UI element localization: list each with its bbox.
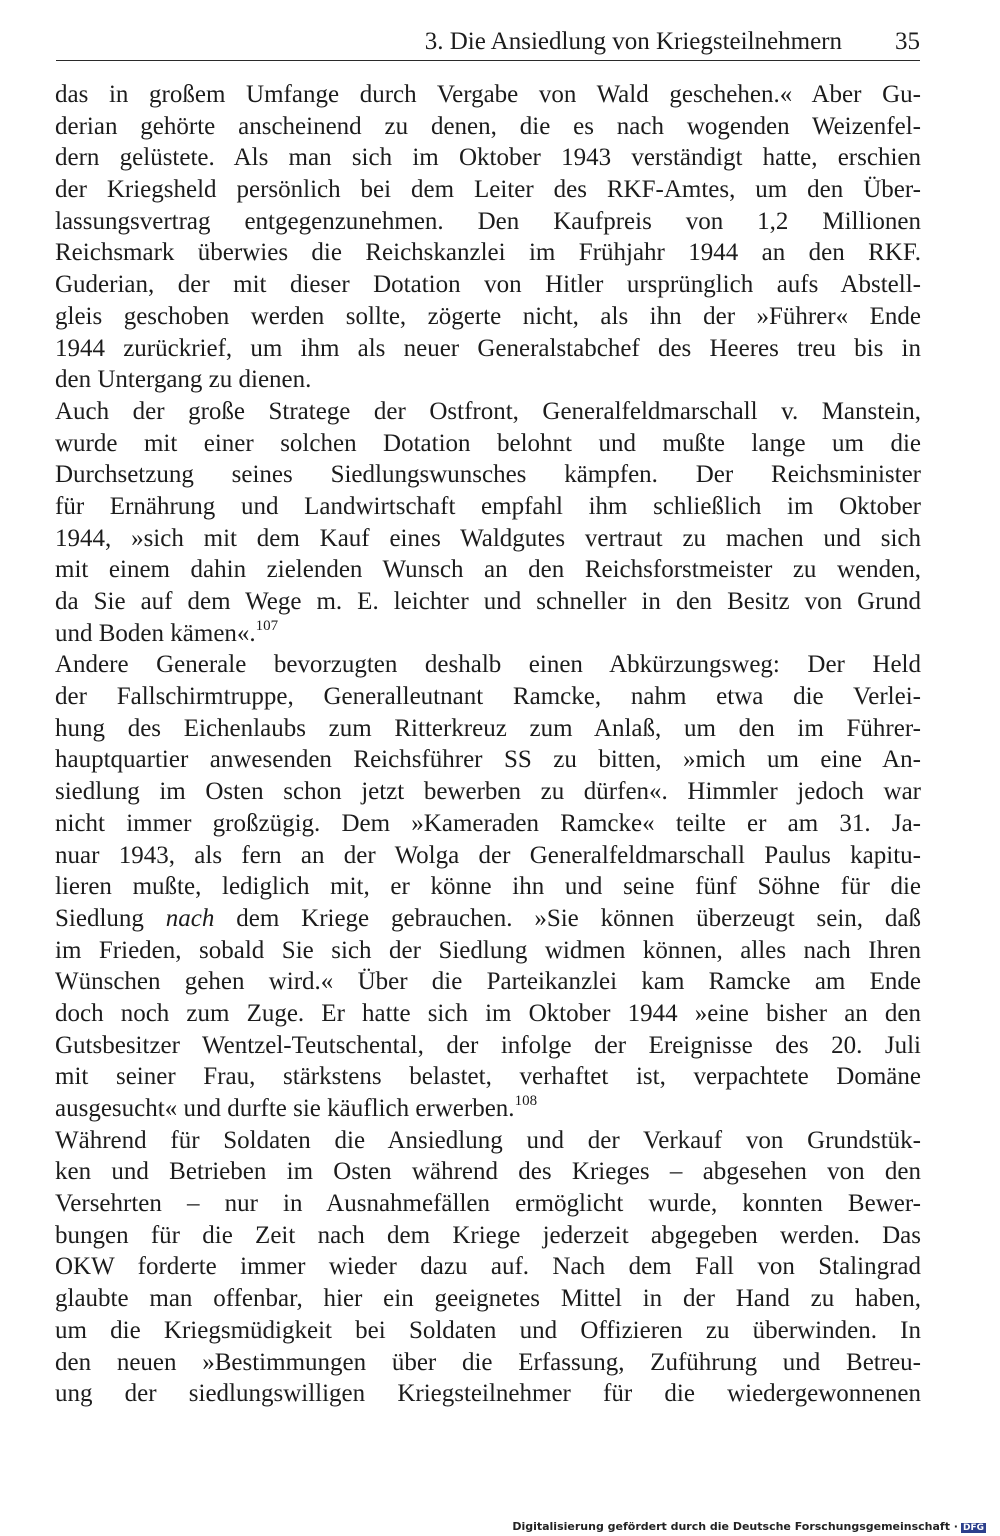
text-line <box>55 1251 921 1283</box>
text-line <box>55 237 921 269</box>
text-segment: nicht immer großzügig. Dem »Kameraden Ramcke« teilte er am 31. Ja- <box>55 809 921 837</box>
text-segment: nuar 1943, als fern an der Wolga der Generalfeldmarschall Paulus kapitu- <box>55 841 921 869</box>
text-line <box>55 713 921 745</box>
text-segment: wurde mit einer solchen Dotation belohnt und mußte lange um die <box>55 429 921 457</box>
text-line <box>55 491 921 523</box>
text-line <box>55 333 921 365</box>
footer-text: Digitalisierung gefördert durch die Deutsche Forschungsgemeinschaft · <box>512 1520 958 1533</box>
text-segment: Während für Soldaten die Ansiedlung und der Verkauf von Grundstük- <box>55 1126 921 1154</box>
text-line <box>55 428 921 460</box>
text-line <box>55 1315 921 1347</box>
text-line <box>55 776 921 808</box>
text-line <box>55 1188 921 1220</box>
text-line <box>55 649 921 681</box>
chapter-title: 3. Die Ansiedlung von Kriegsteilnehmern <box>424 28 842 55</box>
text-segment: um die Kriegsmüdigkeit bei Soldaten und Offizieren zu überwinden. In <box>55 1316 921 1344</box>
text-line <box>55 1030 921 1062</box>
text-line <box>55 364 921 396</box>
text-segment: Versehrten – nur in Ausnahmefällen ermöglicht wurde, konnten Bewer- <box>55 1190 921 1218</box>
text-line <box>55 1093 921 1125</box>
text-segment: mit einem dahin zielenden Wunsch an den Reichsforstmeister zu wenden, <box>55 556 921 584</box>
text-line <box>55 1378 921 1410</box>
text-segment: 1944 zurückrief, um ihm als neuer Generalstabchef des Heeres treu bis in <box>55 334 921 362</box>
text-segment: hauptquartier anwesenden Reichsführer SS zu bitten, »mich um eine An- <box>55 746 921 774</box>
text-line <box>55 903 921 935</box>
text-line <box>55 554 921 586</box>
text-segment: dern gelüstete. Als man sich im Oktober 1943 verständigt hatte, erschien <box>55 144 921 172</box>
text-segment: den neuen »Bestimmungen über die Erfassung, Zuführung und Betreu- <box>55 1348 921 1376</box>
text-segment: ung der siedlungswilligen Kriegsteilnehmer für die wiedergewonnenen <box>55 1380 921 1408</box>
text-line <box>55 840 921 872</box>
text-segment: Andere Generale bevorzugten deshalb einen Abkürzungsweg: Der Held <box>55 651 921 679</box>
text-line <box>55 586 921 618</box>
text-line <box>55 998 921 1030</box>
footnote-reference: 107 <box>255 617 279 634</box>
text-line <box>55 744 921 776</box>
text-line <box>55 523 921 555</box>
text-line <box>55 396 921 428</box>
text-segment: siedlung im Osten schon jetzt bewerben zu dürfen«. Himmler jedoch war <box>55 778 921 806</box>
dfg-logo: DFG <box>962 1523 984 1533</box>
text-segment: der Kriegsheld persönlich bei dem Leiter des RKF-Amtes, um den Über- <box>55 176 921 204</box>
text-segment: hung des Eichenlaubs zum Ritterkreuz zum Anlaß, um den im Führer- <box>55 714 921 742</box>
text-segment: Siedlung <box>55 904 166 932</box>
text-segment: der Fallschirmtruppe, Generalleutnant Ramcke, nahm etwa die Verlei- <box>55 683 921 711</box>
text-line <box>55 206 921 238</box>
text-segment: Durchsetzung seines Siedlungswunsches kämpfen. Der Reichsminister <box>55 461 921 489</box>
text-segment: doch noch zum Zuge. Er hatte sich im Oktober 1944 »eine bisher an den <box>55 999 921 1027</box>
text-line <box>55 174 921 206</box>
text-line <box>55 966 921 998</box>
running-header <box>56 26 920 61</box>
text-line <box>55 459 921 491</box>
text-segment: mit seiner Frau, stärkstens belastet, verhaftet ist, verpachtete Domäne <box>55 1063 921 1091</box>
footnote-reference: 108 <box>514 1093 538 1109</box>
italic-word: nach <box>165 904 215 932</box>
text-segment: ken und Betrieben im Osten während des Krieges – abgesehen von den <box>55 1158 921 1186</box>
text-segment: 1944, »sich mit dem Kauf eines Waldgutes vertraut zu machen und sich <box>55 524 921 552</box>
text-line <box>55 618 921 650</box>
text-segment: das in großem Umfange durch Vergabe von Wald geschehen.« Aber Gu- <box>55 81 921 108</box>
text-segment: dem Kriege gebrauchen. »Sie können überzeugt sein, daß <box>214 904 921 932</box>
text-segment: Reichsmark überwies die Reichskanzlei im Frühjahr 1944 an den RKF. <box>55 239 921 267</box>
text-segment: glaubte man offenbar, hier ein geeignetes Mittel in der Hand zu haben, <box>55 1285 921 1313</box>
text-segment: Gutsbesitzer Wentzel-Teutschental, der infolge der Ereignisse des 20. Juli <box>55 1031 921 1059</box>
text-segment: gleis geschoben werden sollte, zögerte nicht, als ihn der »Führer« Ende <box>55 302 921 330</box>
text-segment: für Ernährung und Landwirtschaft empfahl ihm schließlich im Oktober <box>55 492 921 520</box>
text-segment: Auch der große Stratege der Ostfront, Generalfeldmarschall v. Manstein, <box>55 397 921 425</box>
text-segment: den Untergang zu dienen. <box>55 366 312 394</box>
text-segment: und Boden kämen«. <box>55 619 256 647</box>
text-segment: da Sie auf dem Wege m. E. leichter und schneller in den Besitz von Grund <box>55 588 921 615</box>
text-segment: OKW forderte immer wieder dazu auf. Nach dem Fall von Stalingrad <box>55 1253 921 1281</box>
text-segment: bungen für die Zeit nach dem Kriege jederzeit abgegeben werden. Das <box>55 1221 921 1249</box>
text-line <box>55 1283 921 1315</box>
text-line <box>55 79 921 111</box>
text-line <box>55 808 921 840</box>
text-line <box>55 301 921 333</box>
text-line <box>55 1220 921 1252</box>
page-number: 35 <box>895 28 920 55</box>
text-line <box>55 1061 921 1093</box>
text-line <box>55 111 921 143</box>
digitization-footer <box>512 1520 986 1533</box>
text-line <box>55 1125 921 1157</box>
text-line <box>55 1156 921 1188</box>
text-line <box>55 871 921 903</box>
text-segment: ausgesucht« und durfte sie käuflich erwerben. <box>55 1095 515 1122</box>
text-segment: Wünschen gehen wird.« Über die Parteikanzlei kam Ramcke am Ende <box>55 968 921 996</box>
text-segment: Guderian, der mit dieser Dotation von Hitler ursprünglich aufs Abstell- <box>55 271 921 299</box>
text-line <box>55 1347 921 1379</box>
text-line <box>55 142 921 174</box>
text-segment: lassungsvertrag entgegenzunehmen. Den Kaufpreis von 1,2 Millionen <box>55 207 921 235</box>
text-line <box>55 681 921 713</box>
body-text <box>55 79 921 1410</box>
text-segment: lieren mußte, lediglich mit, er könne ihn und seine fünf Söhne für die <box>55 873 921 901</box>
text-line <box>55 935 921 967</box>
text-segment: derian gehörte anscheinend zu denen, die es nach wogenden Weizenfel- <box>55 112 921 140</box>
text-line <box>55 269 921 301</box>
text-segment: im Frieden, sobald Sie sich der Siedlung widmen können, alles nach Ihren <box>55 936 921 964</box>
